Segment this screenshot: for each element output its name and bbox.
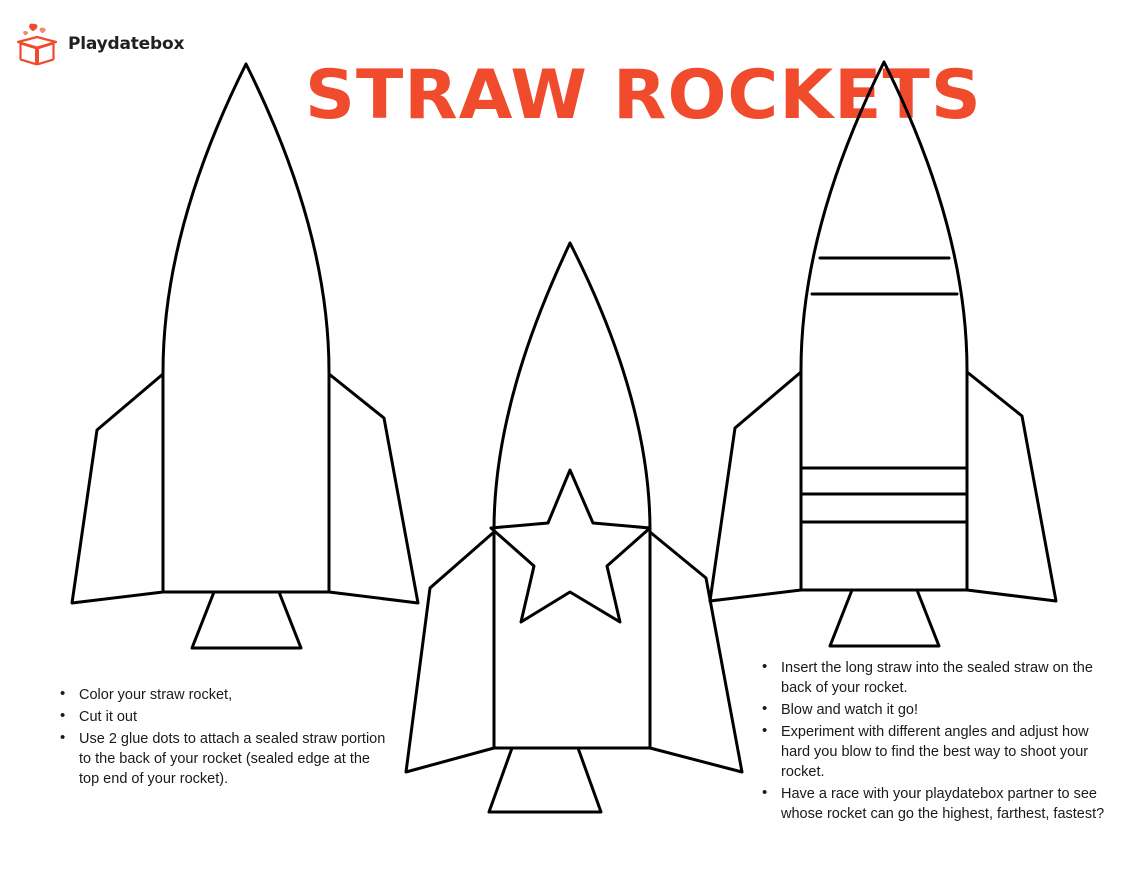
- list-item: • Have a race with your playdatebox partner to see whose rocket can go the highest, farthest, fastest?: [758, 784, 1118, 824]
- list-item: • Experiment with different angles and adjust how hard you blow to find the best way to shoot your rocket.: [758, 722, 1118, 782]
- brand-logo: [14, 22, 184, 66]
- list-item: • Use 2 glue dots to attach a sealed straw portion to the back of your rocket (sealed edge at the top end of your rocket).: [56, 729, 386, 789]
- instructions-left: [56, 685, 386, 791]
- rocket-center-star: [406, 243, 742, 812]
- rocket-right-striped: [710, 62, 1056, 646]
- list-item: • Blow and watch it go!: [758, 700, 1118, 720]
- list-item: • Color your straw rocket,: [56, 685, 386, 705]
- rocket-left-plain: [72, 64, 418, 648]
- page-title: STRAW ROCKETS: [305, 56, 982, 135]
- brand-name: Playdatebox: [68, 34, 185, 54]
- instructions-right: [758, 658, 1118, 826]
- instructions-left-list: [56, 685, 386, 789]
- heart-box-icon: [14, 22, 60, 66]
- list-item: • Insert the long straw into the sealed straw on the back of your rocket.: [758, 658, 1118, 698]
- instructions-right-list: [758, 658, 1118, 824]
- list-item: • Cut it out: [56, 707, 386, 727]
